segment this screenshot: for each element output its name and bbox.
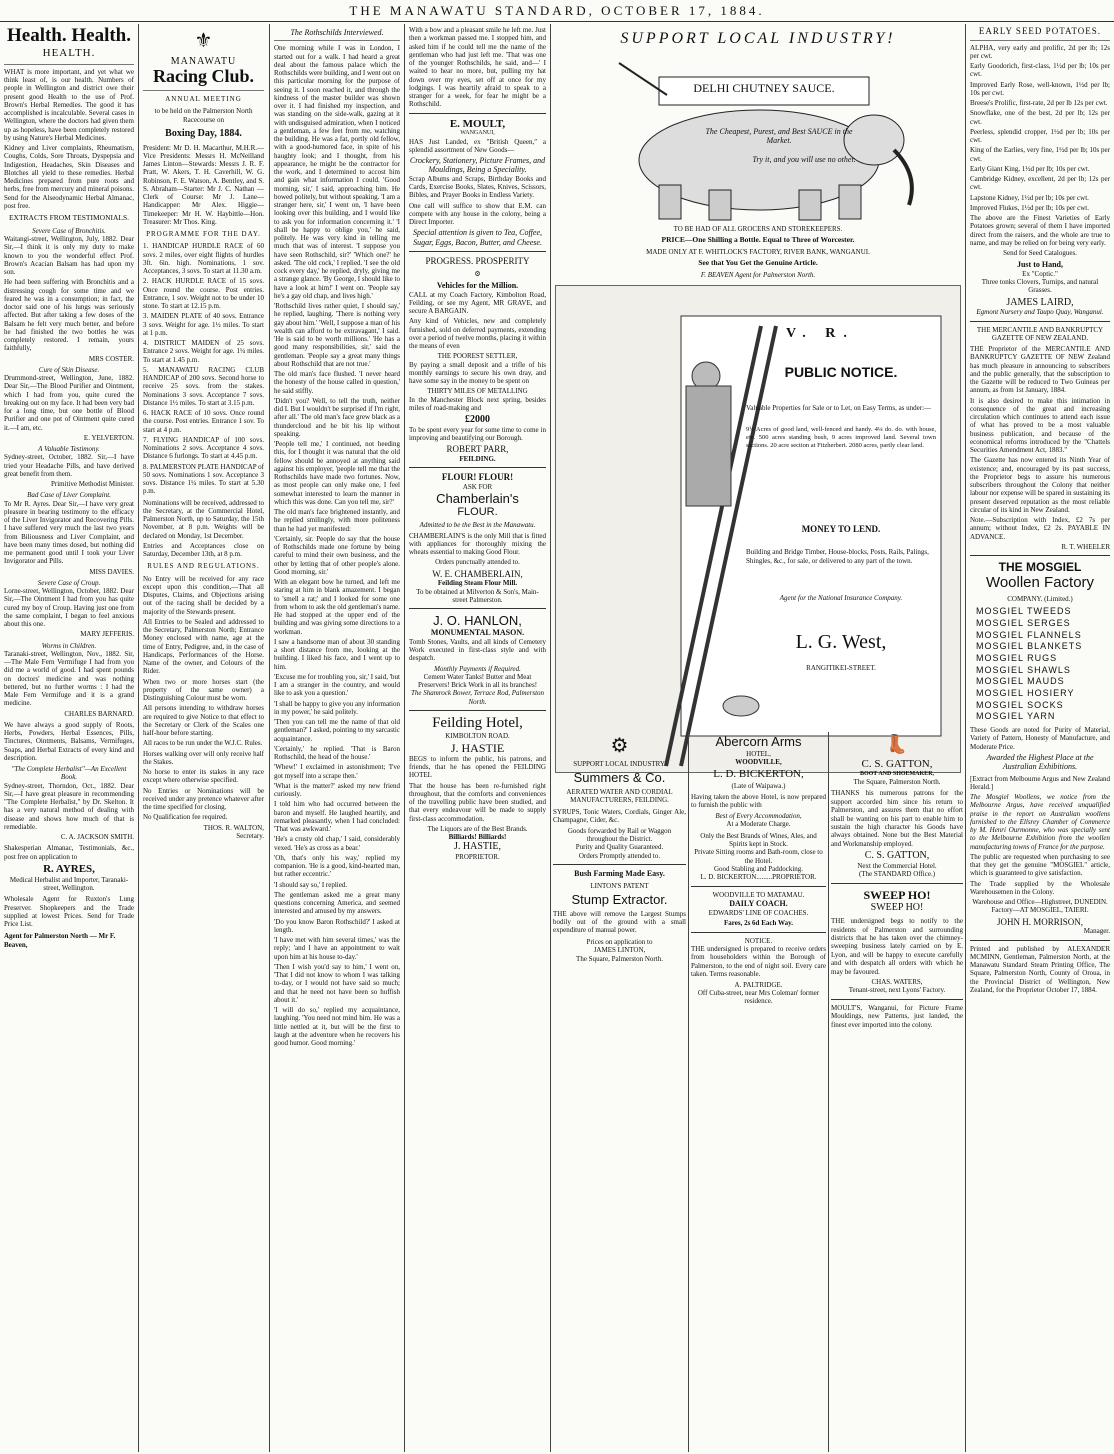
- wines-line: Only the Best Brands of Wines, Ales, and Spirits kept in Stock.: [700, 831, 817, 848]
- mosgiel-heading: THE MOSGIEL: [998, 560, 1082, 575]
- genuine-line: See that You Get the Genuine Article.: [698, 258, 818, 268]
- divider: [409, 251, 546, 252]
- secretary-title: Secretary.: [236, 831, 264, 840]
- support-heading: SUPPORT LOCAL INDUSTRY!: [620, 30, 896, 47]
- gatton-ad: [831, 734, 963, 1031]
- imprint: Printed and published by ALEXANDER MCMINN, Gentleman, Palmerston North, at the Manawatu Standard Steam Printing Office, The Square, Palmerston North, County of Oroua, in the Provincial District of Wellington, New Zealand, for the Proprietor October 17, 1884.: [970, 944, 1110, 994]
- testimonial-signature: CHARLES BARNARD.: [64, 709, 134, 718]
- plough-icon: ⚙: [474, 269, 481, 278]
- product-item: MOSGIEL SOCKS: [976, 699, 1064, 710]
- rules-heading: RULES AND REGULATIONS.: [147, 562, 260, 571]
- grocers-line: TO BE HAD OF ALL GROCERS AND STOREKEEPERS.: [673, 224, 843, 233]
- stump-text: THE above will remove the Largest Stumps bodily out of the ground with a small expenditure of manual power.: [553, 909, 686, 935]
- sweep-heading-2: SWEEP HO!: [870, 902, 924, 914]
- mosgiel-warehouse: Warehouse and Office—Highstreet, DUNEDIN.: [972, 898, 1108, 907]
- money-to-lend: MONEY TO LEND.: [801, 524, 881, 535]
- hotel-name: Feilding Hotel,: [432, 714, 523, 731]
- testimonial-heading: "The Complete Herbalist"—An Excellent Book.: [11, 765, 127, 782]
- potato-item: Snowflake, one of the best, 2d per lb; 12s per cwt.: [970, 109, 1110, 126]
- column-ads-b: EARLY SEED POTATOES. ALPHA, very early and prolific, 2d per lb; 12s per cwt. Early Goodorich, first-class, 1½d per lb; 10s per cwt. Improved Early Rose, well-known, 1½d per lb; 10s per cwt. Breese's Prolific, first-rate, 2d per lb 12s per cwt. Snowflake, one of the best, 2d per lb; 12s per cwt. Peerless, splendid cropper, 1½d per lb; 10s per cwt. King of the Earlies, very fine, 1½d per lb; 10s per cwt. Early Giant King, 1½d per lb; 10s per cwt. Cambridge Kidney, excellent, 2d per lb; 12s per cwt. Lapstone Kidney, 1½d per lb; 10s per cwt. Improved Flukes, 1½d per lb; 10s per cwt. The above are the Finest Varieties of Early Potatoes grown; several of them I have imported direct from the raisers, and the whole are true to name, and may be relied on for being very early. Send for Seed Catalogues. Just to Hand, Ex "Coptic." Three tonks Clovers, Turnips, and natural Grasses. JAMES LAIRD, Egmont Nursery and Taupo Quay, Wanganui. THE MERCANTILE AND BANKRUPTCY GAZETTE OF NEW ZEALAND. THE Proprietor of the MERCANTILE AND BANKRUPTCY GAZETTE OF NEW Zealand has much pleasure in announcing to subscribers and the public generally, that the subscription to the Gazette will be reduced to Two Guineas per annum, as from 1st January, 1884. It is also desired to make this intimation in consequence of the great and increasing circulation which continues to attend each issue of what has proved to be a most valuable business publication, and because of the economical reforms introduced by the "Chattels Securities Amendment Act, 1883." The Gazette has now entered its Ninth Year of existence; and, encouraged by its past success, the Proprietor begs to assure his numerous subscribers throughout the Colony that neither labour nor expense will be spared in sustaining its present deserved reputation as the most reliable circular of its kind in New Zealand. Note.—Subscription with Index, £2 7s per annum; without Index, £2 2s. PAYABLE IN ADVANCE. R. T. WHEELER THE MOSGIEL Woollen Factory COMPANY. (Limited.) MOSGIEL TWEEDS MOSGIEL SERGES MOSGIEL FLANNELS MOSGIEL BLANKETS MOSGIEL RUGS MOSGIEL SHAWLS MOSGIEL MAUDS MOSGIEL HOSIERY MOSGIEL SOCKS MOSGIEL YARN These Goods are noted for Purity of Material, Variety of Pattern, Honesty of Manufacture, and Moderate Price. Awarded the Highest Place at the Australian Exhibitions. [Extract from Melbourne Argus and New Zealand Herald.] The Mosgiel Woollens, we notice from the Melbourne Argus, have received unqualified praise in the report on Australian woollens furnished to the Ellsrey Chamber of Commerce by M. Henri Ourmonne, who was specially sent to the Melbourne Exhibition from the woollen manufacturing towns of France for the purpose. The public are requested when purchasing to see that they get the genuine "MOSGIEL" article, which is guaranteed to give satisfaction. The Trade supplied by the Wholesale Warehousemen in the Colony. Warehouse and Office—Highstreet, DUNEDIN. Factory—AT MOSGIEL, TAIERI. JOHN H. MORRISON, Manager. Printed and published by ALEXANDER MCMINN, Gentleman, Palmerston North, at the Manawatu Standard Steam Printing Office, The Square, Palmerston North, County of Oroua, in the Provincial District of Wellington, New Zealand, for the Proprietor October 17, 1884.: [970, 26, 1110, 994]
- coach-route: WOODVILLE TO MATAMAU.: [712, 890, 805, 899]
- crest-icon: ⚜: [194, 30, 213, 52]
- meeting-date: Boxing Day, 1884.: [165, 127, 242, 139]
- meeting-venue: to be held on the Palmerston North Racecourse on: [154, 107, 253, 124]
- hanlon-title: MONUMENTAL MASON.: [430, 628, 525, 638]
- public-notice-illustration: [555, 285, 961, 773]
- product-item: MOSGIEL FLANNELS: [976, 629, 1082, 640]
- moderate-line: At a Moderate Charge.: [726, 820, 791, 829]
- programme-heading: PROGRAMME FOR THE DAY.: [146, 230, 261, 239]
- nightsoil-text: THE undersigned is prepared to receive orders from householders within the Borough of Palmerston, to the end of night soil. Every care taken. Terms reasonable.: [691, 945, 826, 979]
- column-racing-club: ⚜ MANAWATU Racing Club. ANNUAL MEETING to be held on the Palmerston North Racecourse on Boxing Day, 1884. President: Mr D. H. Macarthur, M.H.R.—Vice Presidents: Messrs H. McNeilland James Linton—Stewards: Messrs J. R. F. Pratt, W. Akers, T. H. Caverhill, W. G. Robinson, F. E. Watson, A. Bentley, and S. S. Abraham—Starter: Mr J. C. Nathan —Clerk of Course: Mr J. Lane— Handicapper: Mr Alex. Higgie—Timekeeper: Mr H. W. Haybittle—Hon. Treasurer: Mr Thos. King. PROGRAMME FOR THE DAY. 1. HANDICAP HURDLE RACE of 60 sovs. 2 miles, over eight flights of hurdles 3ft. 6in. high. Nominations, 1 sov. Acceptances, 3 sovs. To start at 11.30 a.m. 2. HACK HURDLE RACE of 15 sovs. Once round the course. Post entries. Entrance, 1 sov. Weight not to be under 10 stone. To start at 12.15 p.m. 3. MAIDEN PLATE of 40 sovs. Entrance 3 sovs. Weight for age. 1½ miles. To start at 1 p.m. 4. DISTRICT MAIDEN of 25 sovs. Entrance 2 sovs. Weight for age. 1¼ miles. To start at 1.45 p.m. 5. MANAWATU RACING CLUB HANDICAP of 200 sovs. Second horse to receive 25 sovs. from the stakes. Nominations 3 sovs. Acceptance 7 sovs. Distance 1½ miles. To start at 3.15 p.m. 6. HACK RACE of 10 sovs. Once round the course. Post entries. Entrance 1 sov. To start at 4 p.m. 7. FLYING HANDICAP of 100 sovs. Nominations 2 sovs. Acceptance 4 sovs. Distance 6 furlongs. To start at 4.45 p.m. 8. PALMERSTON PLATE HANDICAP of 50 sovs. Nominations 1 sov. Acceptance 3 sovs. Distance 1¼ miles. To start at 5.30 p.m. Nominations will be received, addressed to the Secretary, at the Commercial Hotel, Palmerston North, up to Saturday, the 15th November, at 8 p.m. Weights will be declared on Monday, 1st December. Entries and Acceptances close on Saturday, December 13th, at 8 p.m. RULES AND REGULATIONS. No Entry will be received for any race except upon this condition,—That all Disputes, Claims, and Objections arising out of the racing shall be decided by a majority of the Stewards present. All Entries to be Sealed and addressed to the Secretary, Palmerston North; Entrance Money enclosed with name, age at the time of Entry, Pedigree, and, in the case of Handicaps, Performances of the Horse. Name of the owner, and Colours of the Rider. When two or more horses start (the property of the same owner) a Distinguishing Colour must be worn. All persons intending to withdraw horses are required to give Notice to that effect to the Secretary or Clerk of the Scales one half-hour before starting. All races to be run under the W.J.C. Rules. Horses walking over will only receive half the Stakes. No horse to enter its stakes in any race except where otherwise specified. No Entries or Nominations will be received under any pretence whatever after the time specified for closing. No Qualification fee required. THOS. R. WALTON, Secretary.: [143, 30, 264, 840]
- divider: [970, 321, 1110, 322]
- prices-line: Prices on application to: [586, 937, 653, 946]
- testimonial-heading: A Valuable Testimony.: [38, 445, 100, 454]
- column-rule: [828, 732, 829, 1452]
- vehicles-heading: Vehicles for the Million.: [436, 281, 519, 291]
- hanlon-name: J. O. HANLON,: [433, 613, 522, 629]
- metalling-line: THIRTY MILES OF METALLING: [427, 387, 528, 396]
- divider: [970, 940, 1110, 941]
- orders-line: Orders punctually attended to.: [435, 558, 520, 567]
- potato-item: Peerless, splendid cropper, 1½d per lb; 10s per cwt.: [970, 127, 1110, 145]
- divider: [409, 113, 546, 114]
- hanlon-text: Tomb Stones, Vaults, and all kinds of Cemetery Work executed in first-class style and with despatch.: [409, 637, 546, 663]
- wheeler-name: R. T. WHEELER: [1061, 542, 1110, 551]
- morrison-name: JOHN H. MORRISON,: [996, 916, 1083, 927]
- club-title: Racing Club.: [152, 66, 255, 87]
- summers-orders: Orders Promptly attended to.: [578, 851, 661, 860]
- race-item: 3. MAIDEN PLATE of 40 sovs. Entrance 3 sovs. Weight for age. 1½ miles. To start at 1 p.m.: [143, 312, 264, 337]
- potato-item: King of the Earlies, very fine, 1½d per lb; 10s per cwt.: [970, 146, 1110, 163]
- divider: [4, 64, 134, 65]
- hotel-road: KIMBOLTON ROAD.: [445, 732, 510, 741]
- story-title: The Rothschilds Interviewed.: [290, 28, 384, 37]
- divider: [409, 467, 546, 468]
- bickerton-sign: L. D. BICKERTON.........PROPRIETOR.: [700, 873, 817, 882]
- gazette-note: Note.—Subscription with Index, £2 7s per annum; without Index, £2 2s. PAYABLE IN ADVANCE.: [970, 516, 1110, 541]
- race-item: 7. FLYING HANDICAP of 100 sovs. Nominations 2 sovs. Acceptance 4 sovs. Distance 6 furlongs. To start at 4.45 p.m.: [143, 435, 264, 461]
- progress-heading: PROGRESS. PROSPERITY: [425, 256, 530, 267]
- abercorn-name: Abercorn Arms: [715, 734, 802, 749]
- summers-trade: AERATED WATER AND CORDIAL MANUFACTURERS, FEILDING.: [566, 787, 673, 805]
- potato-item: Early Giant King, 1½d per lb; 10s per cwt.: [970, 164, 1090, 173]
- laird-name: JAMES LAIRD,: [1006, 296, 1074, 308]
- mosgiel-public: The public are requested when purchasing to see that they get the genuine "MOSGIEL" article, which is guaranteed to give satisfaction.: [970, 852, 1110, 878]
- race-item: 4. DISTRICT MAIDEN of 25 sovs. Entrance 2 sovs. Weight for age. 1¼ miles. To start at 1.45 p.m.: [143, 339, 264, 364]
- column-illustrated-ads: [551, 24, 965, 1452]
- billiards-line: Billiards! Billiards!: [448, 833, 507, 842]
- ask-for: ASK FOR: [462, 482, 493, 491]
- laird-address: Egmont Nursery and Taupo Quay, Wanganui.: [976, 308, 1104, 317]
- product-item: MOSGIEL TWEEDS: [976, 606, 1072, 617]
- gatton-trade: BOOT AND SHOEMAKER,: [859, 770, 935, 777]
- officers-list: President: Mr D. H. Macarthur, M.H.R.—Vice Presidents: Messrs H. McNeilland James Linton—Stewards: Messrs J. R. F. Pratt, W. Akers, T. H. Caverhill, W. G. Robinson, F. E. Watson, A. Bentley, and S. S. Abraham—Starter: Mr J. C. Nathan —Clerk of Course: Mr J. Lane— Handicapper: Mr Alex. Higgie—Timekeeper: Mr H. W. Haybittle—Hon. Treasurer: Mr Thos. King.: [143, 143, 264, 226]
- waters-name: CHAS. WATERS,: [871, 978, 923, 986]
- divider: [409, 608, 546, 609]
- notice-text: Valuable Properties for Sale or to Let, on Easy Terms, as under:—: [746, 404, 932, 413]
- hastie-name: J. HASTIE: [450, 740, 505, 755]
- just-to-hand: Just to Hand,: [1016, 260, 1063, 270]
- hastie-sign: J. HASTIE,: [454, 841, 501, 853]
- summers-name: Summers & Co.: [573, 770, 666, 786]
- moult-location: WANGANUI,: [460, 130, 495, 137]
- settler-line: THE POOREST SETTLER,: [437, 352, 518, 361]
- flour-heading: FLOUR! FLOUR!: [441, 472, 514, 483]
- engine-icon: ⚙: [610, 735, 629, 757]
- testimonial-signature: MRS COSTER.: [88, 354, 134, 363]
- race-list: [143, 242, 264, 495]
- potato-item: Lapstone Kidney, 1½d per lb; 10s per cwt.: [970, 193, 1089, 202]
- mosgiel-products: [976, 606, 1110, 723]
- divider: [970, 40, 1110, 41]
- race-item: 2. HACK HURDLE RACE of 15 sovs. Once round the course. Post entries. Entrance, 1 sov. Weight not to be under 10 stone. To start at 12.15 p.m.: [143, 277, 264, 311]
- proprietor-title: PROPRIETOR.: [455, 853, 500, 862]
- testimonial-heading: Bad Case of Liver Complaint.: [27, 491, 111, 500]
- liquors-line: The Liquors are of the Best Brands.: [427, 824, 528, 833]
- divider: [143, 90, 264, 91]
- gazette-text: THE Proprietor of the MERCANTILE AND BANKRUPTCY GAZETTE OF NEW Zealand has much pleasure in announcing to subscribers and the public generally, that the subscription to the Gazette will be reduced to Two Guineas per annum, as from 1st January, 1884.: [970, 345, 1110, 395]
- extracts-heading: EXTRACTS FROM TESTIMONIALS.: [8, 213, 130, 223]
- beaven-line: F. BEAVEN Agent for Palmerston North.: [700, 271, 816, 280]
- nominations-text: Nominations will be received, addressed to the Secretary, at the Commercial Hotel, Palmerston North, up to Saturday, the 15th November, at 8 p.m. Weights will be declared on Monday, 1st December.: [143, 498, 264, 540]
- hanlon-address: The Shamrock Bower, Terrace Rod, Palmerston North.: [410, 689, 545, 706]
- mosgiel-extract: [Extract from Melbourne Argus and New Zealand Herald.]: [970, 774, 1110, 791]
- gatton-location: Next the Commercial Hotel.: [857, 862, 937, 871]
- testimonial-heading: Cure of Skin Disease.: [38, 365, 100, 374]
- divider: [409, 710, 546, 711]
- morrison-title: Manager.: [1083, 927, 1110, 936]
- stockist: To be obtained at Milverton & Son's, Main-street Palmerston.: [416, 587, 539, 604]
- linton-address: The Square, Palmerston North.: [576, 954, 663, 963]
- sauce-banner: DELHI CHUTNEY SAUCE.: [693, 80, 835, 95]
- building-text: Building and Bridge Timber, House-blocks, Posts, Rails, Palings, Shingles, &c., for sale, or delivered to any part of the town.: [746, 548, 929, 565]
- potato-item: Early Goodorich, first-class, 1½d per lb; 10s per cwt.: [970, 62, 1110, 79]
- mill-text: CHAMBERLAIN'S is the only Mill that is fitted with appliances for thoroughly mixing the wheats essential to making Good Flour.: [409, 531, 546, 557]
- stabling-line: Good Stabling and Paddocking.: [713, 865, 804, 874]
- testimonial-signature: Primitive Methodist Minister.: [50, 480, 134, 489]
- race-item: 6. HACK RACE of 10 sovs. Once round the course. Post entries. Entrance 1 sov. To start at 4 p.m.: [143, 409, 264, 434]
- story-text: One morning while I was in London, I started out for a walk. I had heard a great deal about the famous palace which the Rothschilds were building, and I went out on this particular morning for the purpose of seeing it. I soon reached it, and through the kindness of the master builder was shown over it. I had finished my inspection, and was standing on the side-walk, gazing at it with undisguised admiration, when I noticed a gentleman, a few feet from me, watching the building. He was a fat, portly old fellow, with a good-humored face, in spite of his haughty look; and I thought, from his appearance, he might be the contractor for the work, and I determined to accost him and gain what information I could. 'Good morning, sir,' I said, approaching him. He bowed politely, but without speaking. 'I am a stranger here, sir,' I went on, 'I have been looking over this building, and I would like to ask you for information concerning it.' 'I shall be happy to oblige you,' he said, politely. He was very kind in telling me much that was of interest. 'I suppose you have seen Rothschild, sir?' 'Which one?' he asked. 'The old cock,' I replied. 'I see the old cock every day,' he replied, dryly, giving me a strange glance. 'By George, I should like to have a look at him!' I went on. 'People say he's a gay old chap, and lives high.': [274, 44, 400, 300]
- race-item: 1. HANDICAP HURDLE RACE of 60 sovs. 2 miles, over eight flights of hurdles 3ft. 6in. high. Nominations, 1 sov. Acceptances, 3 sovs. To start at 11.30 a.m.: [143, 242, 264, 276]
- rules-text: No Entry will be received for any race except upon this condition,—That all Disputes, Claims, and Objections arising out of the racing shall be decided by a majority of the Stewards present.: [143, 574, 264, 616]
- sweep-text: THE undersigned begs to notify to the residents of Palmerston and surrounding districts that he has taken over the chimney-sweeping business lately carried on by E. Lyon, and will be happy to execute carefully and with despatch all orders with which he may be favoured.: [831, 917, 963, 976]
- testimonial-heading: Severe Case of Bronchitis.: [32, 226, 106, 235]
- column-rule: [688, 732, 689, 1452]
- gatton-text: THANKS his numerous patrons for the support accorded him since his return to Palmerston, and assures them that no effort shall be wanting on his part to enable him to sustain the high character his Goods have always obtained. None but the Best Material and Workmanship employed.: [831, 789, 963, 848]
- bush-heading: Bush Farming Made Easy.: [574, 869, 665, 879]
- parr-name: ROBERT PARR,: [446, 444, 509, 455]
- abercorn-town: WOODVILLE,: [735, 757, 782, 766]
- summers-goods: Goods forwarded by Rail or Waggon throughout the District.: [567, 826, 672, 843]
- testimonial-heading: Worms in Children.: [41, 641, 97, 650]
- coptic-line: Ex "Coptic.": [1022, 269, 1058, 278]
- potatoes-heading: EARLY SEED POTATOES.: [978, 26, 1102, 36]
- chamberlain-sign: W. E. CHAMBERLAIN,: [432, 568, 523, 579]
- abercorn-ad: [691, 734, 826, 1006]
- secretary-name: THOS. R. WALTON,: [203, 823, 264, 832]
- paltridge-name: A. PALTRIDGE.: [734, 980, 783, 989]
- private-line: Private Sitting rooms and Bath-room, close to the Hotel.: [694, 848, 823, 865]
- varieties-text: The above are the Finest Varieties of Early Potatoes grown; several of them I have imported direct from the raisers, and the whole are true to name, and may be relied on for being very early.: [970, 214, 1110, 247]
- hotel-text: BEGS to inform the public, his patrons, and friends, that he has opened the FEILDING HOTEL: [409, 754, 546, 780]
- flour-tag: Admitted to be the Best in the Manawatu.: [419, 521, 536, 530]
- west-address: RANGITIKEI-STREET.: [806, 664, 876, 673]
- mosgiel-awarded: Awarded the Highest Place at the Australian Exhibitions.: [986, 752, 1094, 772]
- mosgiel-factory: Factory—AT MOSGIEL, TAIERI.: [991, 906, 1089, 915]
- sauce-try: Try it, and you will use no other.: [752, 154, 856, 164]
- potato-item: Improved Flukes, 1½d per lb; 10s per cwt.: [970, 203, 1089, 212]
- boot-icon: 👢: [885, 734, 909, 754]
- catalogue-line: Send for Seed Catalogues.: [1003, 249, 1077, 258]
- clovers-line: Three tonks Clovers, Turnips, and natural Grasses.: [981, 278, 1099, 295]
- linton-name: JAMES LINTON,: [593, 946, 646, 955]
- testimonial-signature: E. YELVERTON.: [83, 433, 134, 442]
- accommodation-line: Best of Every Accommodation,: [715, 811, 802, 820]
- potato-item: Breese's Prolific, first-rate, 2d per lb 12s per cwt.: [970, 99, 1108, 108]
- sauce-tagline: The Cheapest, Purest, and Best SAUCE in the Market.: [705, 126, 853, 146]
- bickerton-origin: (Late of Waipawa.): [731, 781, 786, 790]
- waters-address: Tenant-street, next Lyons' Factory.: [848, 986, 946, 995]
- insurance-line: Agent for the National Insurance Company.: [779, 594, 903, 603]
- made-line: MADE ONLY AT F. WHITLOCK'S FACTORY, RIVER BANK, WANGANUI.: [646, 247, 870, 256]
- woollen-heading: Woollen Factory: [985, 574, 1095, 592]
- herbalist-name: R. AYRES,: [43, 862, 95, 875]
- product-item: MOSGIEL BLANKETS: [976, 641, 1083, 652]
- elephant-illustration: [559, 55, 957, 221]
- club-title: MANAWATU: [170, 55, 237, 67]
- chamberlain-name: Chamberlain's: [436, 491, 519, 507]
- mosgiel-noted: These Goods are noted for Purity of Material, Variety of Pattern, Honesty of Manufacture, and Moderate Price.: [970, 726, 1110, 751]
- mill-name: Feilding Steam Flour Mill.: [437, 579, 518, 588]
- company-line: COMPANY. (Limited.): [1007, 594, 1073, 603]
- race-item: 8. PALMERSTON PLATE HANDICAP of 50 sovs. Nominations 1 sov. Acceptance 3 sovs. Distance 1¼ miles. To start at 5.30 p.m.: [143, 462, 264, 496]
- west-name: L. G. West,: [795, 631, 887, 654]
- support-local: SUPPORT LOCAL INDUSTRY.: [573, 760, 666, 768]
- testimonial-signature: C. A. JACKSON SMITH.: [60, 833, 134, 842]
- bickerton-name: L. D. BICKERTON,: [713, 768, 804, 781]
- sweep-heading: SWEEP HO!: [863, 887, 931, 902]
- properties-list: 9½ Acres of good land, well-fenced and handy. 4¼ do. do. with house, etc. 500 acres standing bush, 9 acres improved land. Several town sections. 20 acre section at Fitzherbert. 2080 acres, partly clear land.: [746, 426, 936, 449]
- divider: [831, 883, 963, 884]
- almanac-offer: Shakesperian Almanac, Testimonials, &c., post free on application to: [4, 844, 134, 861]
- notice-heading: PUBLIC NOTICE.: [784, 364, 898, 381]
- moult-items: Crockery, Stationery, Picture Frames, and Mouldings, Being a Speciality.: [409, 156, 546, 175]
- moult-title: E. MOULT,: [449, 117, 506, 130]
- health-title: Health. Health.: [6, 25, 132, 46]
- herbalist-role: Medical Herbalist and Importer, Taranaki-street, Wellington.: [9, 875, 129, 893]
- divider: [274, 40, 400, 41]
- gatton-name: C. S. GATTON,: [861, 757, 933, 770]
- linton-heading: LINTON'S PATENT: [590, 881, 649, 890]
- summers-text: SYRUPS, Tonic Waters, Cordials, Ginger Ale, Champagne, Cider, &c.: [553, 807, 686, 825]
- story-continuation: With a bow and a pleasant smile he left me. Just then a workman passed me. I stopped him, and asked him if he could tell me the name of the gentleman who had just left me. 'That was one of the younger Rothschilds, he said, and—' I waited to hear no more, but, pulling my hat down over my eyes, set off at once for my lodgings. I was heartily afraid to speak to a stranger for a week, for fear he might be a Rothschild.: [409, 26, 546, 109]
- gazette-heading: THE MERCANTILE AND BANKRUPTCY GAZETTE OF NEW ZEALAND.: [976, 325, 1104, 342]
- column-health-ad: Health. Health. HEALTH. WHAT is more important, and yet what we think least of, is our health. Numbers of people in Wellington and district owe their present good Health to the use of Prof. Brown's Herbal Remedies. The good it has accomplished is incalculable. Several cases in Wellington, where the doctors had given them up as hopeless, have been completely restored by using Nature's Herbal Medicines. Kidney and Liver complaints, Rheumatism, Coughs, Colds, Sore Throats, Dyspepsia and Indigestion, Headaches, Skin Diseases and Blotches all yield to these remedies. Herbal Medicines prepared from pure roots and herbs, free from mercury and mineral poisons. Send for the Alseodynamic Herbal Almanac, post free. EXTRACTS FROM TESTIMONIALS. Severe Case of Bronchitis. Waitangi-street, Wellington, July, 1882. Dear Sir,—I think it is only my duty to make known to you the wonderful effect Prof. Brown's Acacian Balsam has had upon my son. He had been suffering with Bronchitis and a distressing cough for some time and we feared he was in a consumption; in fact, the doctor said one of his lungs was seriously affected. But after taking a few doses of the Balsam he felt very much better, and before he had finished the two bottles he was completely restored. I remain, yours faithfully, MRS COSTER. Cure of Skin Disease. Drummond-street, Wellington, June, 1882. Dear Sir,—The Blood Purifier and Ointment, which I had from you, quite cured the breaking out on my face. It had been very bad for a long time, but one bottle of Blood Purifier and one pot of Ointment quite cured it.—I am, etc. E. YELVERTON. A Valuable Testimony. Sydney-street, October, 1882. Sir,—I have tried your Headache Pills, and have derived great benefit from them. Primitive Methodist Minister. Bad Case of Liver Complaint. To Mr R. Ayres. Dear Sir,—I have very great pleasure in bearing testimony to the efficacy of the Liver Invigorator and Recovering Pills. I have suffered very much the last two years from Biliousness and Liver Complaint, and have been many times dosed, but nothing did me permanent good until I took your Liver Invigorator and Pills. MISS DAVIES. Severe Case of Croup. Lorne-street, Wellington, October, 1882. Dear Sir,—The Ointment I had from you has quite cured my boy of Croup. Having just one from the same complaint, I began to feel anxious about this one. MARY JEFFERIS. Worms in Children. Taranaki-street, Wellington, Nov., 1882. Sir,—The Male Fern Vermifuge I had from you did me a world of good. I had spent pounds on doctors' medicine and was nothing bettered, but no further worms : I had the Male Fern Vermifuge and it is a grand medicine. CHARLES BARNARD. We have always a good supply of Roots, Herbs, Powders, Herbal Essences, Pills, Tinctures, Ointments, Balsams, Vermifuges, Soaps, and Herbal Extracts of every kind and description. "The Complete Herbalist"—An Excellent Book. Sydney-street, Thorndon, Oct., 1882. Dear Sir,—I have great pleasure in recommending "The Complete Herbalist," by Dr. Skelton. It has a very natural method of dealing with disease and shows how much of that is remediable. C. A. JACKSON SMITH. Shakesperian Almanac, Testimonials, &c., post free on application to R. AYRES, Medical Herbalist and Importer, Taranaki-street, Wellington. Wholesale Agent for Ruxton's Lung Preserver. Shopkeepers and the Trade supplied at lowest Prices. Send for Trade Price List. Agent for Palmerston North — Mr F. Beaven,: [4, 25, 134, 949]
- testimonial-heading: Severe Case of Croup.: [37, 578, 101, 587]
- notice-heading-small: NOTICE.: [744, 936, 773, 945]
- agent-footer: Agent for Palmerston North — Mr F. Beaven,: [4, 932, 116, 949]
- product-item: MOSGIEL RUGS: [976, 652, 1058, 663]
- health-subtitle: HEALTH.: [42, 46, 96, 59]
- product-item: MOSGIEL MAUDS: [976, 676, 1065, 687]
- price-line: PRICE—One Shilling a Bottle. Equal to Three of Worcester.: [661, 235, 855, 245]
- moult-special: Special attention is given to Tea, Coffee, Sugar, Eggs, Bacon, Butter, and Cheese.: [412, 228, 543, 247]
- race-item: 5. MANAWATU RACING CLUB HANDICAP of 200 sovs. Second horse to receive 25 sovs. from the stakes. Nominations 3 sovs. Acceptance 7 sovs. Distance 1½ miles. To start at 3.15 p.m.: [143, 365, 264, 407]
- moult-text: HAS Just Landed, ex "British Queen," a splendid assortment of New Goods—: [409, 137, 546, 154]
- potato-item: Cambridge Kidney, excellent, 2d per lb; 12s per cwt.: [970, 175, 1110, 192]
- potato-item: Improved Early Rose, well-known, 1½d per lb; 10s per cwt.: [970, 80, 1110, 97]
- product-item: MOSGIEL SERGES: [976, 617, 1071, 628]
- summers-purity: Purity and Quality Guaranteed.: [575, 843, 664, 852]
- bickerton-text: Having taken the above Hotel, is now prepared to furnish the public with: [691, 792, 826, 810]
- divider: [831, 999, 963, 1000]
- product-item: MOSGIEL SHAWLS: [976, 664, 1071, 675]
- hanlon-payments: Monthly Payments if Required.: [434, 664, 521, 673]
- potato-item: ALPHA, very early and prolific, 2d per lb; 12s per cwt.: [970, 43, 1110, 60]
- summers-ad: [553, 734, 686, 963]
- testimonial-signature: MISS DAVIES.: [89, 567, 134, 576]
- daily-coach: DAILY COACH.: [729, 899, 788, 909]
- potato-list: [970, 44, 1110, 213]
- stump-heading: Stump Extractor.: [571, 892, 668, 908]
- divider: [691, 886, 826, 887]
- gatton-sign: C. S. GATTON,: [864, 850, 930, 862]
- flour-title: FLOUR.: [457, 506, 498, 519]
- masthead: THE MANAWATU STANDARD, OCTOBER 17, 1884.: [0, 0, 1114, 22]
- health-intro: WHAT is more important, and yet what we think least of, is our health. Numbers of people in Wellington and district owe their present good Health to the use of Prof. Brown's Herbal Remedies. The good it has accomplished is incalculable. Several cases in Wellington, where the doctors had given them up as hopeless, have been completely restored by using Nature's Herbal Medicines.: [4, 67, 134, 142]
- mosgiel-trade: The Trade supplied by the Wholesale Warehousemen in the Colony.: [970, 879, 1110, 896]
- gatton-office: (The STANDARD Office.): [858, 870, 936, 879]
- column-ads-a: With a bow and a pleasant smile he left me. Just then a workman passed me. I stopped him, and asked him if he could tell me the name of the gentleman who had just left me. 'That was one of the younger Rothschilds, he said, and—' I waited to hear no more, but, pulling my hat down over my eyes, set off at once for my lodgings. I was heartily afraid to speak to a stranger for a week, for fear he might be a Rothschild. E. MOULT, WANGANUI, HAS Just Landed, ex "British Queen," a splendid assortment of New Goods— Crockery, Stationery, Picture Frames, and Mouldings, Being a Speciality. Scrap Albums and Scraps, Birthday Books and Cards, Exercise Books, Slates, Knives, Scissors, Bibles, and Prayer Books in Endless Variety. One call will suffice to show that E.M. can compete with any house in the colony, being a Direct Importer. Special attention is given to Tea, Coffee, Sugar, Eggs, Bacon, Butter, and Cheese. PROGRESS. PROSPERITY ⚙ Vehicles for the Million. CALL at my Coach Factory, Kimbolton Road, Feilding, or see my Agent, MR GRAVE, and secure A BARGAIN. Any kind of Vehicles, new and completely furnished, sold on deferred payments, extending over a period of twelve months, placing it within the means of even THE POOREST SETTLER, By paying a small deposit and a trifle of his monthly earnings to secure his own dray, and have some say in the money to be spent on THIRTY MILES OF METALLING In the Manchester Block next spring, besides miles of road-making and £2000 To be spent every year for some time to come in improving and beautifying our Borough. ROBERT PARR, FEILDING. FLOUR! FLOUR! ASK FOR Chamberlain's FLOUR. Admitted to be the Best in the Manawatu. CHAMBERLAIN'S is the only Mill that is fitted with appliances for thoroughly mixing the wheats essential to making Good Flour. Orders punctually attended to. W. E. CHAMBERLAIN, Feilding Steam Flour Mill. To be obtained at Milverton & Son's, Main-street Palmerston. J. O. HANLON, MONUMENTAL MASON. Tomb Stones, Vaults, and all kinds of Cemetery Work executed in first-class style and with despatch. Monthly Payments if Required. Cement Water Tanks! Butter and Meat Preservers! Brick Work in all its branches! The Shamrock Bower, Terrace Rod, Palmerston North. Feilding Hotel, KIMBOLTON ROAD. J. HASTIE BEGS to inform the public, his patrons, and friends, that he has opened the FEILDING HOTEL That the house has been re-furnished right throughout, that the comforts and conveniences of the travelling public have been studied, and that every endeavour will be made to supply first-class accommodation. The Liquors are of the Best Brands. Billiards! Billiards! J. HASTIE, PROPRIETOR.: [409, 26, 546, 862]
- divider: [691, 932, 826, 933]
- abercorn-hotel: HOTEL,: [746, 749, 771, 758]
- hanlon-tanks: Cement Water Tanks! Butter and Meat Preservers! Brick Work in all its branches!: [417, 672, 538, 690]
- divider: [970, 555, 1110, 556]
- paltridge-address: Off Cuba-street, near Mrs Coleman' former residence.: [697, 988, 820, 1006]
- testimonial-signature: MARY JEFFERIS.: [80, 630, 134, 639]
- parr-location: FEILDING.: [459, 455, 496, 463]
- product-item: MOSGIEL YARN: [976, 711, 1056, 722]
- meeting-heading: ANNUAL MEETING: [165, 95, 242, 104]
- vr-emblem: V. R.: [786, 326, 855, 342]
- coach-line: EDWARDS' LINE OF COACHES.: [708, 908, 809, 917]
- parr-text: CALL at my Coach Factory, Kimbolton Road, Feilding, or see my Agent, MR GRAVE, and secure A BARGAIN.: [409, 290, 546, 316]
- amount: £2000: [465, 414, 490, 426]
- product-item: MOSGIEL HOSIERY: [976, 688, 1075, 698]
- testimonial-text: Waitangi-street, Wellington, July, 1882. Dear Sir,—I think it is only my duty to make known to you the wonderful effect Prof. Brown's Acacian Balsam has had upon my son.: [4, 235, 134, 277]
- moult-mouldings: MOULT'S, Wanganui, for Picture Frame Mouldings, new Patterns, just landed, the finest ever imported into the colony.: [831, 1003, 963, 1029]
- divider: [553, 864, 686, 865]
- fares-line: Fares, 2s 6d Each Way.: [724, 919, 793, 928]
- gatton-address: The Square, Palmerston North.: [853, 777, 941, 786]
- column-story: The Rothschilds Interviewed. One morning while I was in London, I started out for a walk. I had heard a great deal about the famous palace which the Rothschilds were building, and I went out on this particular morning for the purpose of seeing it. I soon reached it, and through the kindness of the master builder was shown over it. I had finished my inspection, and was standing on the side-walk, gazing at it with undisguised admiration, when I noticed a gentleman, a few feet from me, watching the building. He was a fat, portly old fellow, with a good-humored face, in spite of his haughty look; and I thought, from his appearance, he might be the contractor for the work, and I determined to accost him and gain what information I could. 'Good morning, sir,' I said, approaching him. He bowed politely, but without speaking. 'I am a stranger here, sir,' I went on, 'I have been looking over this building, and I would like to ask you for information concerning it.' 'I shall be happy to oblige you,' he said, politely. He was very kind in telling me much that was of interest. 'I suppose you have seen Rothschild, sir?' 'Which one?' he asked. 'The old cock,' I replied. 'I see the old cock every day,' he replied, dryly, giving me a strange glance. 'By George, I should like to have a look at him!' I went on. 'People say he's a gay old chap, and lives high.' 'Rothschild lives rather quiet, I should say,' he replied, laughing. 'There is nothing very gay about him.' 'Well, I suppose a man of his wealth can afford to be extravagant,' I said. 'He is said to be worth millions.' 'He has a good many responsibilities, sir,' said the gentleman. 'People say a great many things about Rothschild that are not true.' The old man's face flushed. 'I never heard the honesty of the house called in question,' he said stiffly. 'Didn't you? Well, to tell the truth, neither did I. But I wouldn't be surprised if I'm right, after all.' The old man's face grew black as a thundercloud and he bit his lip without speaking. 'People tell me,' I continued, not heeding this, for I thought it was natural that the old fellow should be annoyed at anything said against his employer, 'people tell me that the Rothschilds have made two fortunes. Now, as most people can only make one, I feel somewhat interested to learn the manner in which this was done. Can you tell me, sir?' The old man's face brightened instantly, and he replied smilingly, with more politeness than he had yet manifested: 'Certainly, sir. People do say that the house of Rothschilds made one fortune by being careful to mind their own business, and the other by letting that of other people's alone. Good morning, sir.' With an elegant bow he turned, and left me staring at him in blank amazement. I began to 'smell a rat;' and I looked for some one from whom to ask the old gentleman's name. He had stopped at the upper end of the building and was giving some directions to a workman. I saw a handsome man of about 30 standing a short distance from me, looking at the building. I liked his face, and I went up to him. 'Excuse me for troubling you, sir,' I said, 'but I am a stranger in the country, and would like to ask you a question.' 'I shall be happy to give you any information in my power,' he said politely. 'Then you can tell me the name of that old gentleman?' I asked, pointing to my sarcastic acquaintance. 'Certainly,' he replied. 'That is Baron Rothschild, the head of the house.' 'Whew!' I exclaimed in astonishment; 'I've got myself into a scrape then.' 'What is the matter?' asked my new friend curiously. I told him who had occurred between the baron and myself. He laughed heartily, and remarked pleasantly, when I had concluded: 'That was awkward.' 'He's a crusty old chap,' I said, considerably vexed. 'He's as cross as a bear.' 'Oh, that's only his way,' replied my companion. 'He is a good, kind-hearted man, but rather eccentric.' 'I should say so,' I replied. The gentleman asked me a great many questions concerning America, and seemed interested and amused by my answers. 'Do you know Baron Rothschild?' I asked at length. 'I have met with him several times,' was the reply; 'and I have an appointment to wait upon him at his house to-day.' 'Then I wish you'd say to him,' I went on, 'That I did not know to whom I was talking to-day, or I would not have said so much; and that he need not have been so huffish about it.' 'I will do so,' replied my acquaintance, laughing. 'You need not mind him. He was a little nettled at it, but will be the first to laugh at the adventure when he recovers his good humor. Good morning.': [274, 28, 400, 1048]
